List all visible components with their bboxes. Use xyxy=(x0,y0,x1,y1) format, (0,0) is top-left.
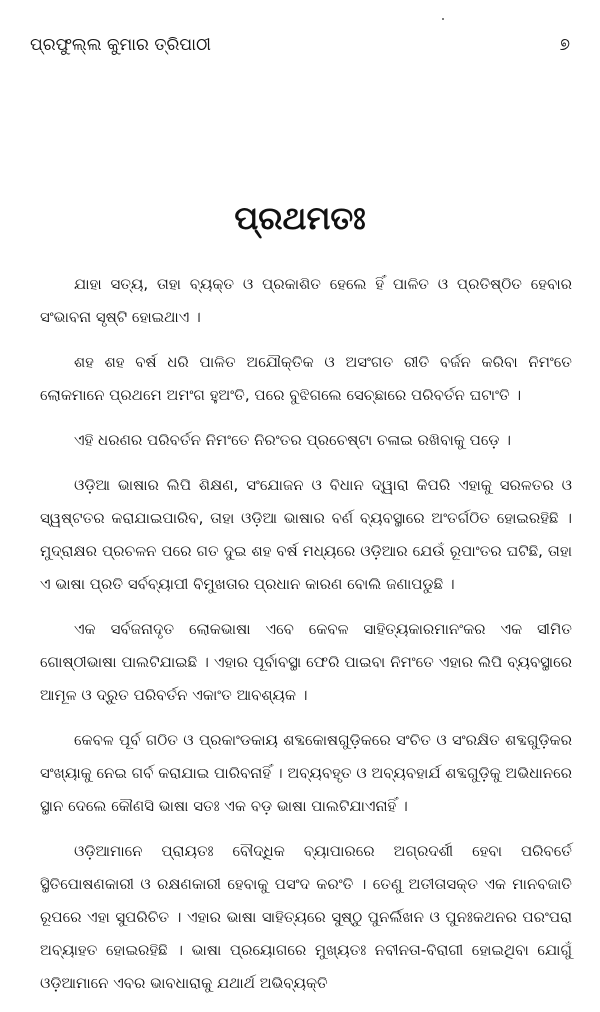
paragraph-6: କେବଳ ପୂର୍ବ ଗଠିତ ଓ ପ୍ରକାଂଡକାୟ ଶବ୍ଦକୋଷଗୁଡ଼ିକରେ ସଂଚିତ ଓ ସଂରକ୍ଷିତ ଶବ୍ଦଗୁଡ଼ିକର ସଂଖ୍ୟାକୁ ନେଇ ଗର୍ବ କରାଯାଇ ପାରିବନାହିଁ । ଅବ୍ୟବହୃତ ଓ ଅବ୍ୟବହାର୍ଯ ଶବ୍ଦଗୁଡ଼ିକୁ ଅଭିଧାନରେ ସ୍ଥାନ ଦେଲେ କୌଣସି ଭାଷା ସତଃ ଏକ ବଡ଼ ଭାଷା ପାଲଟିଯାଏନାହିଁ । xyxy=(40,731,572,815)
paragraph-1: ଯାହା ସତ୍ୟ, ତାହା ବ୍ୟକ୍ତ ଓ ପ୍ରକାଶିତ ହେଲେ ହିଁ ପାଳିତ ଓ ପ୍ରତିଷ୍ଠିତ ହେବାର ସଂଭାବନା ସୃଷ୍ଟି ହୋଇଥାଏ । xyxy=(40,275,572,326)
paragraph-2: ଶହ ଶହ ବର୍ଷ ଧରି ପାଳିତ ଅଯୌକ୍ତିକ ଓ ଅସଂଗତ ରୀତି ବର୍ଜନ କରିବା ନିମଂତେ ଲୋକମାନେ ପ୍ରଥମେ ଅମଂଗ ହୁଅଂତି, ପରେ ବୁଝିଗଲେ ସେଚ୍ଛାରେ ପରିବର୍ତନ ଘଟାଂତି । xyxy=(40,353,572,404)
paragraph-3: ଏହି ଧରଣର ପରିବର୍ତନ ନିମଂତେ ନିରଂତର ପ୍ରଚେଷ୍ଟା ଚଳାଇ ରଖିବାକୁ ପଡ଼େ । xyxy=(74,431,511,449)
paragraph-7: ଓଡ଼ିଆମାନେ ପ୍ରାୟତଃ ବୌଦ୍ଧିକ ବ୍ୟାପାରରେ ଅଗ୍ରଦର୍ଶୀ ହେବା ପରିବର୍ତେ ସ୍ଥିତିପୋଷଣକାରୀ ଓ ରକ୍ଷଣକାରୀ ହେବାକୁ ପସଂଦ କରଂତି । ତେଣୁ ଅତୀତାସକ୍ତ ଏକ ମାନବଜାତି ରୂପରେ ଏହା ସୁପରିଚିତ । ଏହାର ଭାଷା ସାହିତ୍ୟରେ ସୁଷ୍ଠୁ ପୁନର୍ଲିଖନ ଓ ପୁନଃକଥନର ପରଂପରା ଅବ୍ୟାହତ ହୋଇରହିଛି । ଭାଷା ପ୍ରୟୋଗରେ ମୁଖ୍ୟତଃ ନବୀନତା-ବିରାଗୀ ହୋଇଥିବା ଯୋଗୁଁ ଓଡ଼ିଆମାନେ ଏବର ଭାବଧାରାକୁ ଯଥାର୍ଥ ଅଭିବ୍ୟକ୍ତି xyxy=(40,842,572,992)
page-number: ୭ xyxy=(559,35,570,55)
author-name: ପ୍ରଫୁଲ୍ଲ କୁମାର ତ୍ରିପାଠୀ xyxy=(30,35,211,55)
chapter-title: ପ୍ରଥମତଃ xyxy=(234,199,366,237)
running-header xyxy=(30,30,570,60)
paragraph-5: ଏକ ସର୍ବଜନାଦୃତ ଲୋକଭାଷା ଏବେ କେବଳ ସାହିତ୍ୟକାରମାନଂକର ଏକ ସୀମିତ ଗୋଷ୍ଠୀଭାଷା ପାଲଟିଯାଇଛି । ଏହାର ପୂର୍ବାବସ୍ଥା ଫେରି ପାଇବା ନିମଂତେ ଏହାର ଲିପି ବ୍ୟବସ୍ଥାରେ ଆମୂଳ ଓ ଦ୍ରୁତ ପରିବର୍ତନ ଏକାଂତ ଆବଶ୍ୟକ । xyxy=(40,620,572,704)
body-text xyxy=(40,268,572,1012)
paragraph-4: ଓଡ଼ିଆ ଭାଷାର ଲିପି ଶିକ୍ଷଣ, ସଂଯୋଜନ ଓ ବିଧାନ ଦ୍ୱାରା କିପରି ଏହାକୁ ସରଳତର ଓ ସ୍ୱଷ୍ଟତର କରାଯାଇପାରିବ, ତାହା ଓଡ଼ିଆ ଭାଷାର ବର୍ଣ ବ୍ୟବସ୍ଥାରେ ଅଂତର୍ଗଠିତ ହୋଇରହିଛି । ମୁଦ୍ରାକ୍ଷର ପ୍ରଚଳନ ପରେ ଗତ ଦୁଇ ଶହ ବର୍ଷ ମଧ୍ୟରେ ଓଡ଼ିଆର ଯେଉଁ ରୂପାଂତର ଘଟିଛି, ତାହା ଏ ଭାଷା ପ୍ରତି ସର୍ବବ୍ୟାପୀ ବିମୁଖତାର ପ୍ରଧାନ କାରଣ ବୋଲି ଜଣାପଡୁଛି । xyxy=(40,476,572,593)
stray-ink-dot xyxy=(442,18,444,20)
